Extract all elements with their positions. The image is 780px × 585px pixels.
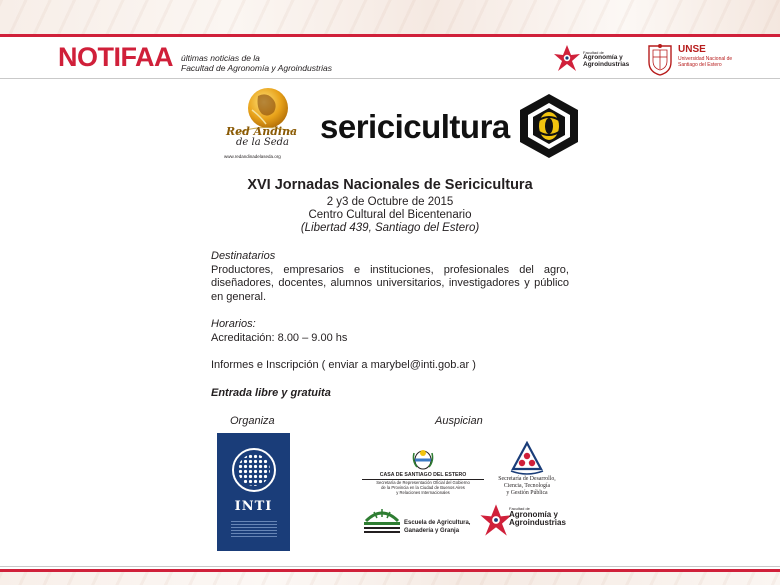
red-andina-url: www.redandinadelaseda.org bbox=[224, 154, 281, 159]
header-thin-divider bbox=[0, 78, 780, 79]
sericultura-hexagon-icon bbox=[516, 92, 582, 160]
auspician-label: Auspician bbox=[435, 415, 483, 427]
horarios-section bbox=[211, 318, 569, 345]
entrada-text: Entrada libre y gratuita bbox=[211, 387, 331, 399]
sdc-line-1: Secretaría de Desarrollo, bbox=[498, 476, 556, 482]
horarios-text: Acreditación: 8.00 – 9.00 hs bbox=[211, 331, 348, 344]
sdc-line-3: y Gestión Pública bbox=[506, 490, 548, 496]
unse-logo bbox=[646, 42, 741, 76]
destinatarios-label: Destinatarios bbox=[211, 250, 276, 262]
unse-crest-icon bbox=[646, 42, 674, 76]
casa-subtitle bbox=[362, 480, 484, 495]
organiza-label: Organiza bbox=[230, 415, 275, 427]
unse-subtitle: Universidad Nacional de Santiago del Estero bbox=[678, 56, 733, 68]
sdc-logo bbox=[492, 441, 562, 501]
notifaa-logo: NOTIFAA bbox=[58, 42, 173, 72]
footer-background bbox=[0, 572, 780, 585]
inti-logo bbox=[217, 433, 290, 551]
casa-santiago-logo bbox=[362, 447, 484, 503]
faa-sponsor-line-2: Agroindustrias bbox=[509, 518, 566, 527]
faa-star-icon bbox=[552, 43, 582, 73]
casa-sub-line-1: Secretaría de Representación Oficial del Gobierno bbox=[376, 480, 470, 485]
escuela-agricultura-logo bbox=[362, 503, 484, 537]
destinatarios-text: Productores, empresarios e instituciones, profesionales del agro, diseñadores, docentes, alumnos universitarios, investigadores y público en general. bbox=[211, 263, 569, 303]
red-andina-logo bbox=[222, 86, 302, 164]
faa-line-1: Agronomía y bbox=[583, 54, 623, 61]
header-background bbox=[0, 0, 780, 36]
faa-line-2: Agroindustrias bbox=[583, 60, 630, 68]
faa-sponsor-small-label: Facultad de bbox=[509, 506, 530, 511]
informes-text: Informes e Inscripción ( enviar a marybel@inti.gob.ar ) bbox=[211, 359, 476, 371]
faa-logo-sponsor bbox=[478, 502, 568, 538]
sdc-emblem-icon bbox=[507, 441, 547, 475]
inti-grid-icon bbox=[232, 448, 276, 492]
faa-sponsor-line-1: Agronomía y bbox=[509, 510, 558, 519]
horarios-label: Horarios: bbox=[211, 318, 256, 330]
header-divider bbox=[0, 34, 780, 37]
escuela-sunrise-icon bbox=[362, 503, 402, 537]
escuela-line-1: Escuela de Agricultura, bbox=[404, 520, 471, 526]
escuela-line-2: Ganadería y Granja bbox=[404, 527, 460, 534]
event-title: XVI Jornadas Nacionales de Sericicultura bbox=[247, 177, 533, 193]
casa-crest-icon bbox=[411, 447, 435, 471]
destinatarios-section bbox=[211, 250, 569, 304]
sdc-line-2: Ciencia, Tecnología bbox=[503, 483, 551, 489]
footer-thin-divider bbox=[0, 566, 780, 567]
casa-sub-line-3: y Relaciones Internacionales bbox=[396, 490, 450, 495]
casa-title: CASA DE SANTIAGO DEL ESTERO bbox=[362, 472, 484, 480]
red-andina-line-2: de la Seda bbox=[236, 137, 289, 148]
tagline-line-1: últimas noticias de la bbox=[181, 53, 260, 63]
inti-label: INTI bbox=[234, 499, 273, 514]
event-address: (Libertad 439, Santiago del Estero) bbox=[300, 222, 480, 234]
tagline-line-2: Facultad de Agronomía y Agroindustrias bbox=[181, 63, 333, 73]
sericultura-wordmark: sericicultura bbox=[320, 108, 510, 145]
casa-sub-line-2: de la Provincia en la Ciudad de Buenos Aires bbox=[381, 485, 465, 490]
inti-bars-icon bbox=[231, 521, 277, 537]
header-tagline bbox=[181, 53, 332, 73]
faa-small-label: Facultad de bbox=[583, 50, 604, 55]
red-andina-line-1: Red Andina bbox=[226, 125, 298, 138]
event-date: 2 y3 de Octubre de 2015 bbox=[326, 196, 454, 208]
event-venue: Centro Cultural del Bicentenario bbox=[308, 209, 472, 221]
unse-label: UNSE bbox=[678, 44, 706, 55]
faa-logo bbox=[552, 42, 634, 74]
